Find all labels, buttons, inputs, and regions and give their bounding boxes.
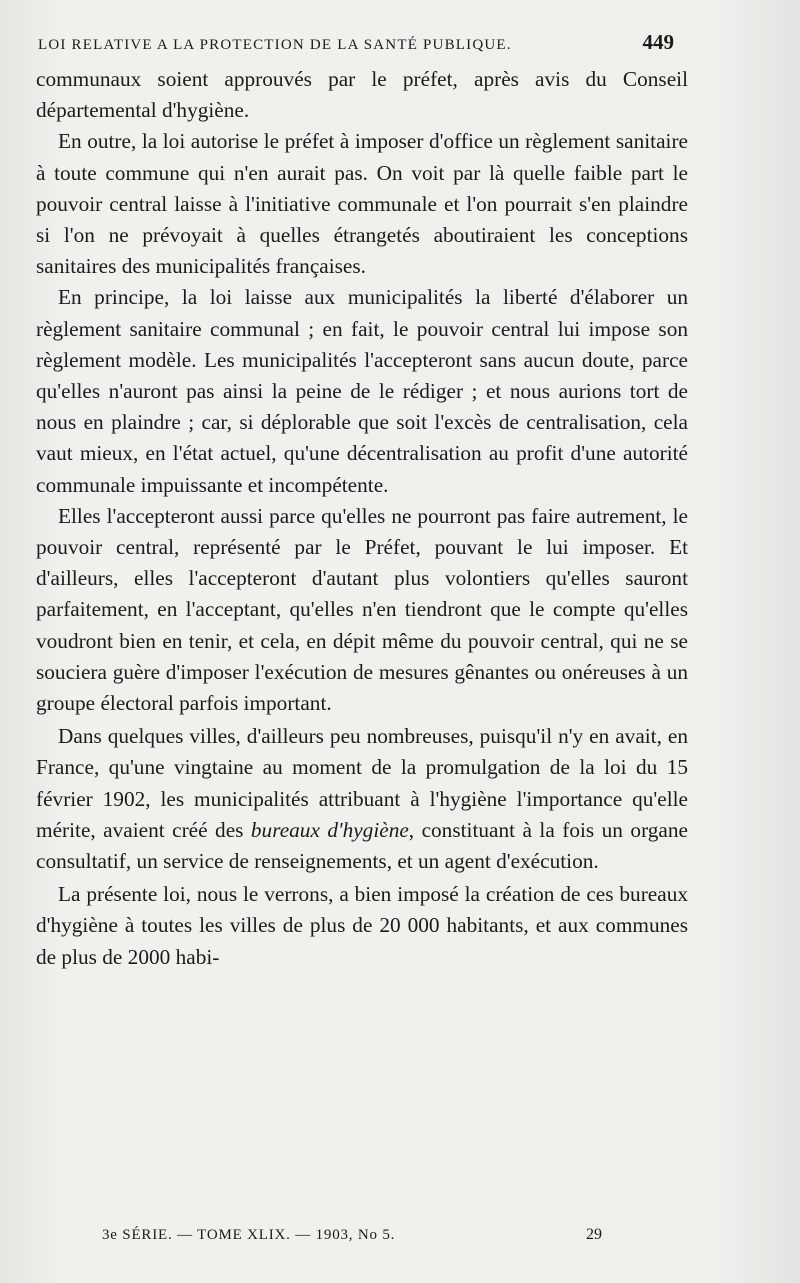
paragraph-1: communaux soient approuvés par le préfet, après avis du Conseil départemental d'hygiène. bbox=[36, 67, 688, 123]
footer-series-info: 3e SÉRIE. — TOME XLIX. — 1903, No 5. bbox=[102, 1227, 396, 1243]
paragraph-5-text-end: , constituant à la fois un organe consultatif, un service de renseignements, et un agent d'exécution. bbox=[36, 817, 688, 874]
page-footer bbox=[102, 1226, 602, 1244]
body-text bbox=[36, 64, 688, 973]
running-head bbox=[38, 30, 674, 58]
paragraph-5-text-start: Dans quelques villes, d'ailleurs peu nombreuses, puisqu'il n'y en avait, en France, qu'une vingtaine au moment de la promulgation de la loi du 15 février 1902, les municipalités attribuant à l'hygiène l'importance qu'elle mérite, avaient créé des bbox=[36, 724, 688, 842]
running-title: LOI RELATIVE A LA PROTECTION DE LA SANTÉ PUBLIQUE. bbox=[38, 37, 512, 53]
page-number: 449 bbox=[642, 30, 674, 54]
paragraph-5-italic-term: bureaux d'hygiène bbox=[250, 817, 409, 842]
paragraph-2: En outre, la loi autorise le préfet à imposer d'office un règlement sanitaire à toute commune qui n'en aurait pas. On voit par là quelle faible part le pouvoir central laisse à l'initiative communale et l'on pourrait s'en plaindre si l'on ne prévoyait à quelles étrangetés aboutiraient les conceptions sanitaires des municipalités françaises. bbox=[36, 129, 688, 279]
paragraph-3: En principe, la loi laisse aux municipalités la liberté d'élaborer un règlement sanitaire communal ; en fait, le pouvoir central lui impose son règlement modèle. Les municipalités l'accepteront sans aucun doute, parce qu'elles n'auront pas ainsi la peine de le rédiger ; et nous aurions tort de nous en plaindre ; car, si déplorable que soit l'excès de centralisation, cela vaut mieux, en l'état actuel, qu'une décentralisation au profit d'une autorité communale impuissante et incompétente. bbox=[36, 285, 688, 497]
paragraph-4: Elles l'accepteront aussi parce qu'elles ne pourront pas faire autrement, le pouvoir central, représenté par le Préfet, pouvant le lui imposer. Et d'ailleurs, elles l'accepteront d'autant plus volontiers qu'elles sauront parfaitement, en l'acceptant, qu'elles n'en tiendront que le compte qu'elles voudront bien en tenir, et cela, en dépit même du pouvoir central, qui ne se souciera guère d'imposer l'exécution de mesures gênantes ou onéreuses à un groupe électoral parfois important. bbox=[36, 503, 688, 716]
paragraph-5 bbox=[36, 721, 688, 877]
footer-signature-mark: 29 bbox=[586, 1226, 602, 1243]
paragraph-6: La présente loi, nous le verrons, a bien imposé la création de ces bureaux d'hygiène à toutes les villes de plus de 20 000 habitants, et aux communes de plus de 2000 habi- bbox=[36, 882, 688, 969]
